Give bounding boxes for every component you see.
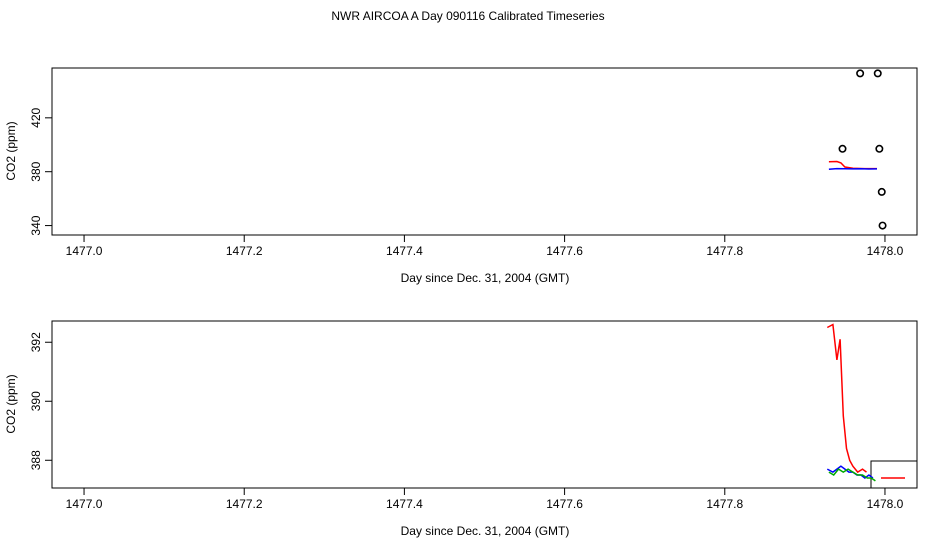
lower-y-tick-label: 392 [29, 332, 43, 353]
lower-x-axis [66, 488, 904, 511]
upper-plot-frame [52, 68, 917, 235]
upper-data-point [839, 146, 845, 152]
lower-y-axis-label: CO2 (ppm) [4, 374, 18, 434]
lower-inset-box [871, 461, 917, 488]
upper-data-point [879, 222, 885, 228]
upper-series-line-1 [829, 169, 877, 170]
lower-x-axis-label: Day since Dec. 31, 2004 (GMT) [400, 524, 570, 538]
upper-data-point [876, 146, 882, 152]
lower-x-tick-label: 1477.6 [546, 497, 583, 511]
lower-x-tick-label: 1477.0 [65, 497, 103, 511]
upper-x-axis-label: Day since Dec. 31, 2004 (GMT) [400, 271, 570, 285]
upper-data-point [875, 70, 881, 76]
upper-plot-marks [829, 70, 886, 229]
lower-series-line-0 [827, 325, 866, 473]
upper-x-tick-label: 1478.0 [866, 244, 904, 258]
upper-data-point [857, 70, 863, 76]
lower-x-tick-label: 1477.8 [706, 497, 744, 511]
upper-x-tick-label: 1477.8 [706, 244, 744, 258]
lower-plot-marks [827, 325, 905, 481]
lower-x-tick-label: 1478.0 [866, 497, 904, 511]
page-title: NWR AIRCOA A Day 090116 Calibrated Timeseries [331, 9, 605, 23]
upper-y-tick-label: 340 [29, 215, 43, 236]
upper-y-tick-label: 420 [29, 107, 43, 128]
upper-x-tick-label: 1477.6 [546, 244, 583, 258]
upper-data-point [879, 189, 885, 195]
lower-panel [4, 321, 917, 538]
upper-y-axis [29, 107, 52, 235]
upper-x-tick-label: 1477.0 [65, 244, 103, 258]
lower-plot-frame [52, 321, 917, 488]
upper-series-line-0 [829, 162, 877, 169]
upper-y-tick-label: 380 [29, 161, 43, 182]
lower-y-axis [29, 332, 52, 470]
upper-x-axis [66, 235, 904, 258]
upper-panel [4, 68, 917, 285]
lower-x-tick-label: 1477.4 [386, 497, 423, 511]
upper-x-tick-label: 1477.4 [386, 244, 423, 258]
lower-x-tick-label: 1477.2 [225, 497, 263, 511]
lower-y-tick-label: 390 [29, 391, 43, 412]
upper-y-axis-label: CO2 (ppm) [4, 121, 18, 181]
upper-x-tick-label: 1477.2 [225, 244, 263, 258]
lower-y-tick-label: 388 [29, 450, 43, 471]
